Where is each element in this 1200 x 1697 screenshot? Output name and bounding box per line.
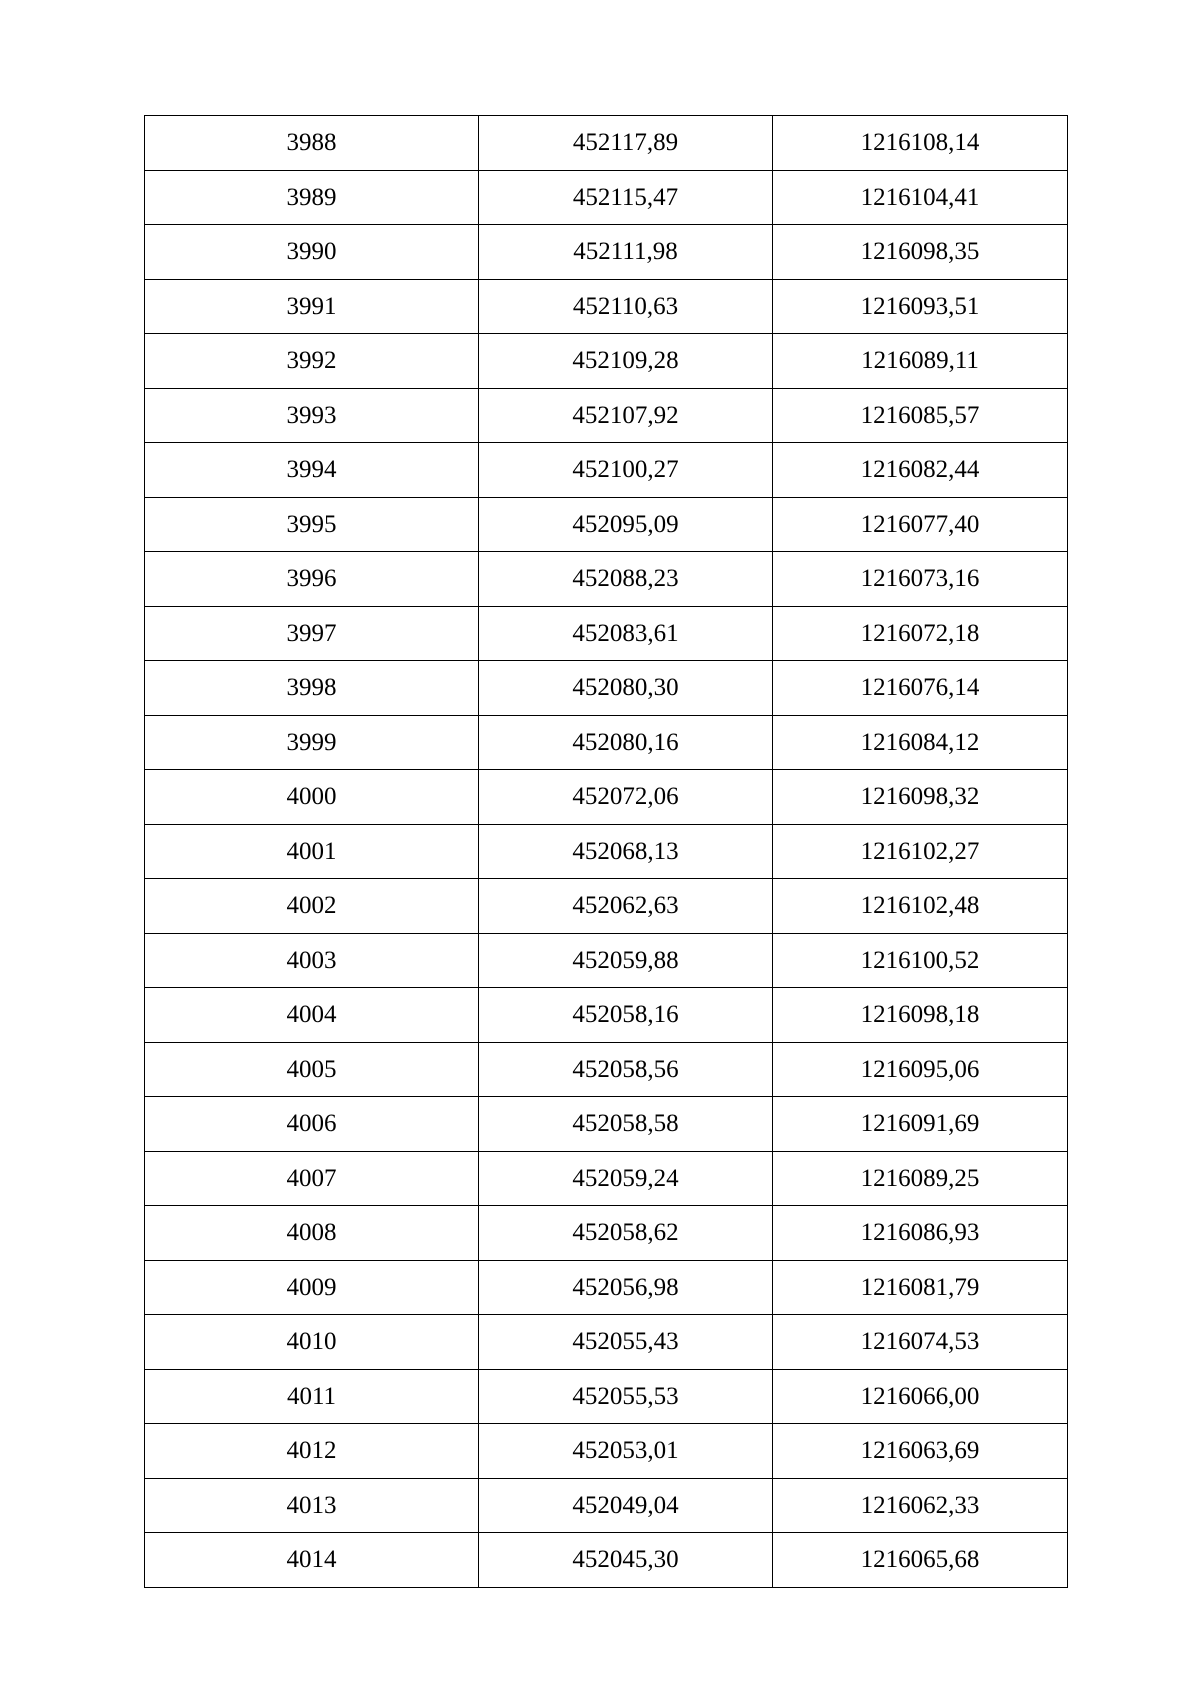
table-row <box>145 497 1068 552</box>
y-coordinate-cell: 1216077,40 <box>773 497 1068 552</box>
table-row <box>145 116 1068 171</box>
point-number-cell: 4003 <box>145 933 479 988</box>
y-coordinate-cell: 1216095,06 <box>773 1042 1068 1097</box>
y-coordinate-cell: 1216089,25 <box>773 1151 1068 1206</box>
y-coordinate-cell: 1216063,69 <box>773 1424 1068 1479</box>
table-row <box>145 279 1068 334</box>
table-row <box>145 1424 1068 1479</box>
point-number-cell: 3996 <box>145 552 479 607</box>
x-coordinate-cell: 452095,09 <box>479 497 773 552</box>
y-coordinate-cell: 1216098,35 <box>773 225 1068 280</box>
y-coordinate-cell: 1216098,32 <box>773 770 1068 825</box>
table-row <box>145 879 1068 934</box>
table-row <box>145 988 1068 1043</box>
x-coordinate-cell: 452045,30 <box>479 1533 773 1588</box>
y-coordinate-cell: 1216086,93 <box>773 1206 1068 1261</box>
y-coordinate-cell: 1216100,52 <box>773 933 1068 988</box>
y-coordinate-cell: 1216072,18 <box>773 606 1068 661</box>
table-row <box>145 661 1068 716</box>
y-coordinate-cell: 1216098,18 <box>773 988 1068 1043</box>
point-number-cell: 3998 <box>145 661 479 716</box>
x-coordinate-cell: 452107,92 <box>479 388 773 443</box>
point-number-cell: 4007 <box>145 1151 479 1206</box>
table-row <box>145 1478 1068 1533</box>
point-number-cell: 3988 <box>145 116 479 171</box>
table-row <box>145 334 1068 389</box>
coordinates-table-body <box>145 116 1068 1588</box>
x-coordinate-cell: 452059,24 <box>479 1151 773 1206</box>
point-number-cell: 3995 <box>145 497 479 552</box>
point-number-cell: 3989 <box>145 170 479 225</box>
y-coordinate-cell: 1216084,12 <box>773 715 1068 770</box>
point-number-cell: 4005 <box>145 1042 479 1097</box>
table-row <box>145 1369 1068 1424</box>
y-coordinate-cell: 1216104,41 <box>773 170 1068 225</box>
y-coordinate-cell: 1216073,16 <box>773 552 1068 607</box>
x-coordinate-cell: 452058,16 <box>479 988 773 1043</box>
table-row <box>145 1097 1068 1152</box>
x-coordinate-cell: 452058,62 <box>479 1206 773 1261</box>
y-coordinate-cell: 1216082,44 <box>773 443 1068 498</box>
x-coordinate-cell: 452049,04 <box>479 1478 773 1533</box>
table-row <box>145 1315 1068 1370</box>
x-coordinate-cell: 452068,13 <box>479 824 773 879</box>
point-number-cell: 4006 <box>145 1097 479 1152</box>
x-coordinate-cell: 452100,27 <box>479 443 773 498</box>
x-coordinate-cell: 452058,56 <box>479 1042 773 1097</box>
y-coordinate-cell: 1216108,14 <box>773 116 1068 171</box>
y-coordinate-cell: 1216066,00 <box>773 1369 1068 1424</box>
point-number-cell: 4012 <box>145 1424 479 1479</box>
table-row <box>145 1151 1068 1206</box>
table-row <box>145 1260 1068 1315</box>
y-coordinate-cell: 1216102,48 <box>773 879 1068 934</box>
x-coordinate-cell: 452072,06 <box>479 770 773 825</box>
x-coordinate-cell: 452080,30 <box>479 661 773 716</box>
y-coordinate-cell: 1216085,57 <box>773 388 1068 443</box>
point-number-cell: 3992 <box>145 334 479 389</box>
table-row <box>145 225 1068 280</box>
point-number-cell: 3997 <box>145 606 479 661</box>
x-coordinate-cell: 452056,98 <box>479 1260 773 1315</box>
x-coordinate-cell: 452115,47 <box>479 170 773 225</box>
point-number-cell: 4009 <box>145 1260 479 1315</box>
y-coordinate-cell: 1216093,51 <box>773 279 1068 334</box>
y-coordinate-cell: 1216074,53 <box>773 1315 1068 1370</box>
point-number-cell: 4002 <box>145 879 479 934</box>
x-coordinate-cell: 452117,89 <box>479 116 773 171</box>
table-row <box>145 170 1068 225</box>
point-number-cell: 3993 <box>145 388 479 443</box>
y-coordinate-cell: 1216081,79 <box>773 1260 1068 1315</box>
table-row <box>145 933 1068 988</box>
table-row <box>145 606 1068 661</box>
table-row <box>145 443 1068 498</box>
point-number-cell: 4001 <box>145 824 479 879</box>
table-row <box>145 715 1068 770</box>
point-number-cell: 4008 <box>145 1206 479 1261</box>
x-coordinate-cell: 452055,43 <box>479 1315 773 1370</box>
table-row <box>145 1206 1068 1261</box>
point-number-cell: 4000 <box>145 770 479 825</box>
table-row <box>145 770 1068 825</box>
x-coordinate-cell: 452055,53 <box>479 1369 773 1424</box>
point-number-cell: 4013 <box>145 1478 479 1533</box>
x-coordinate-cell: 452059,88 <box>479 933 773 988</box>
x-coordinate-cell: 452058,58 <box>479 1097 773 1152</box>
x-coordinate-cell: 452110,63 <box>479 279 773 334</box>
table-row <box>145 1533 1068 1588</box>
point-number-cell: 3999 <box>145 715 479 770</box>
point-number-cell: 4011 <box>145 1369 479 1424</box>
table-row <box>145 388 1068 443</box>
x-coordinate-cell: 452053,01 <box>479 1424 773 1479</box>
point-number-cell: 3994 <box>145 443 479 498</box>
y-coordinate-cell: 1216076,14 <box>773 661 1068 716</box>
x-coordinate-cell: 452080,16 <box>479 715 773 770</box>
y-coordinate-cell: 1216062,33 <box>773 1478 1068 1533</box>
coordinates-table <box>144 115 1068 1588</box>
point-number-cell: 3991 <box>145 279 479 334</box>
table-row <box>145 1042 1068 1097</box>
y-coordinate-cell: 1216091,69 <box>773 1097 1068 1152</box>
point-number-cell: 4004 <box>145 988 479 1043</box>
x-coordinate-cell: 452109,28 <box>479 334 773 389</box>
x-coordinate-cell: 452088,23 <box>479 552 773 607</box>
x-coordinate-cell: 452111,98 <box>479 225 773 280</box>
point-number-cell: 4010 <box>145 1315 479 1370</box>
table-row <box>145 824 1068 879</box>
x-coordinate-cell: 452083,61 <box>479 606 773 661</box>
point-number-cell: 3990 <box>145 225 479 280</box>
y-coordinate-cell: 1216065,68 <box>773 1533 1068 1588</box>
x-coordinate-cell: 452062,63 <box>479 879 773 934</box>
point-number-cell: 4014 <box>145 1533 479 1588</box>
table-row <box>145 552 1068 607</box>
y-coordinate-cell: 1216089,11 <box>773 334 1068 389</box>
y-coordinate-cell: 1216102,27 <box>773 824 1068 879</box>
